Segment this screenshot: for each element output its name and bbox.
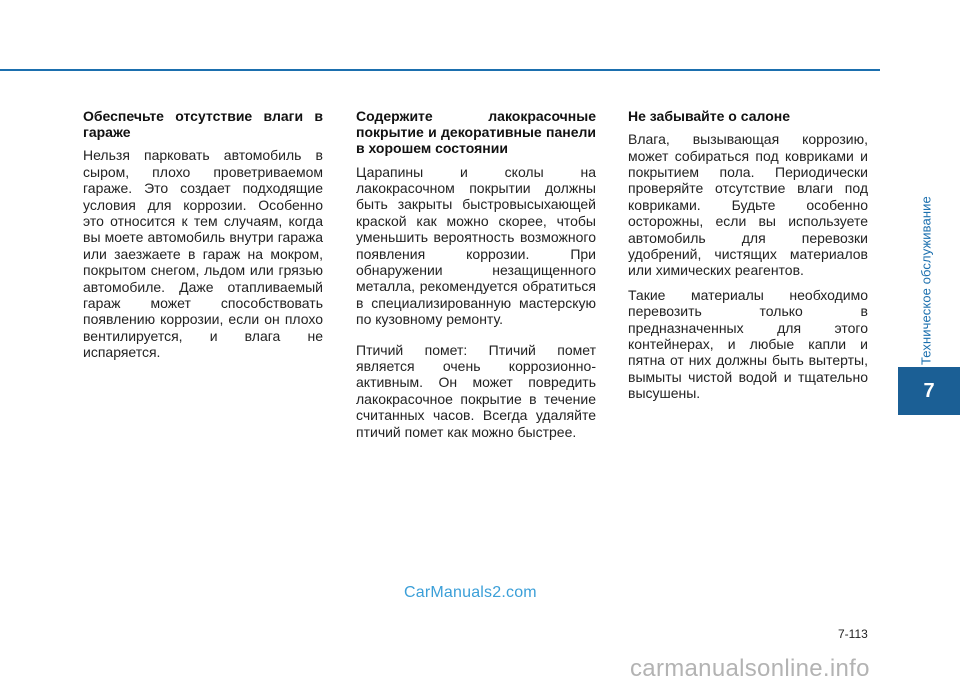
chapter-side-label: Техническое обслуживание <box>918 196 934 365</box>
section-heading-paint: Содержите лакокрасочные покрытие и декоративные панели в хорошем состоянии <box>356 108 596 157</box>
paragraph: Птичий помет: Птичий помет является очень коррозионно-активным. Он может повредить лакокрасочное покрытие в течение считанных часов. Всегда удаляйте птичий помет как можно быстрее. <box>356 341 596 440</box>
watermark-link[interactable]: CarManuals2.com <box>404 584 537 601</box>
watermark-footer: carmanualsonline.info <box>630 655 870 682</box>
paragraph: Царапины и сколы на лакокрасочном покрытии должны быть закрыты быстровысыхающей краской как можно скорее, чтобы уменьшить вероятность возможного появления коррозии. При обнаружении незащищенного металла, рекомендуется обратиться в специализированную мастерскую по кузовному ремонту. <box>356 163 596 328</box>
text-column-3 <box>628 108 868 410</box>
text-column-1 <box>83 108 323 369</box>
text-column-2 <box>356 108 596 448</box>
chapter-number-badge: 7 <box>898 367 960 415</box>
page-number: 7-113 <box>838 627 868 641</box>
paragraph: Влага, вызывающая коррозию, может собираться под ковриками и покрытием пола. Периодически проверяйте отсутствие влаги под ковриками. Будьте особенно осторожны, если вы используете автомобиль для перевозки удобрений, чистящих материалов или химических реагентов. <box>628 131 868 279</box>
paragraph: Такие материалы необходимо перевозить только в предназначенных для этого контейнерах, и любые капли и пятна от них должны быть вытерты, вымыты чистой водой и тщательно высушены. <box>628 286 868 402</box>
header-rule <box>0 69 880 71</box>
section-heading-interior: Не забывайте о салоне <box>628 108 790 124</box>
paragraph: Нельзя парковать автомобиль в сыром, плохо проветриваемом гараже. Это создает подходящие условия для коррозии. Особенно это относится к тем случаям, когда вы моете автомобиль внутри гаража или заезжаете в гараж на мокром, покрытом снегом, льдом или грязью автомобиле. Даже отапливаемый гараж может способствовать появлению коррозии, если он плохо вентилируется, и влага не испаряется. <box>83 147 323 361</box>
section-heading-garage: Обеспечьте отсутствие влаги в гараже <box>83 108 323 141</box>
